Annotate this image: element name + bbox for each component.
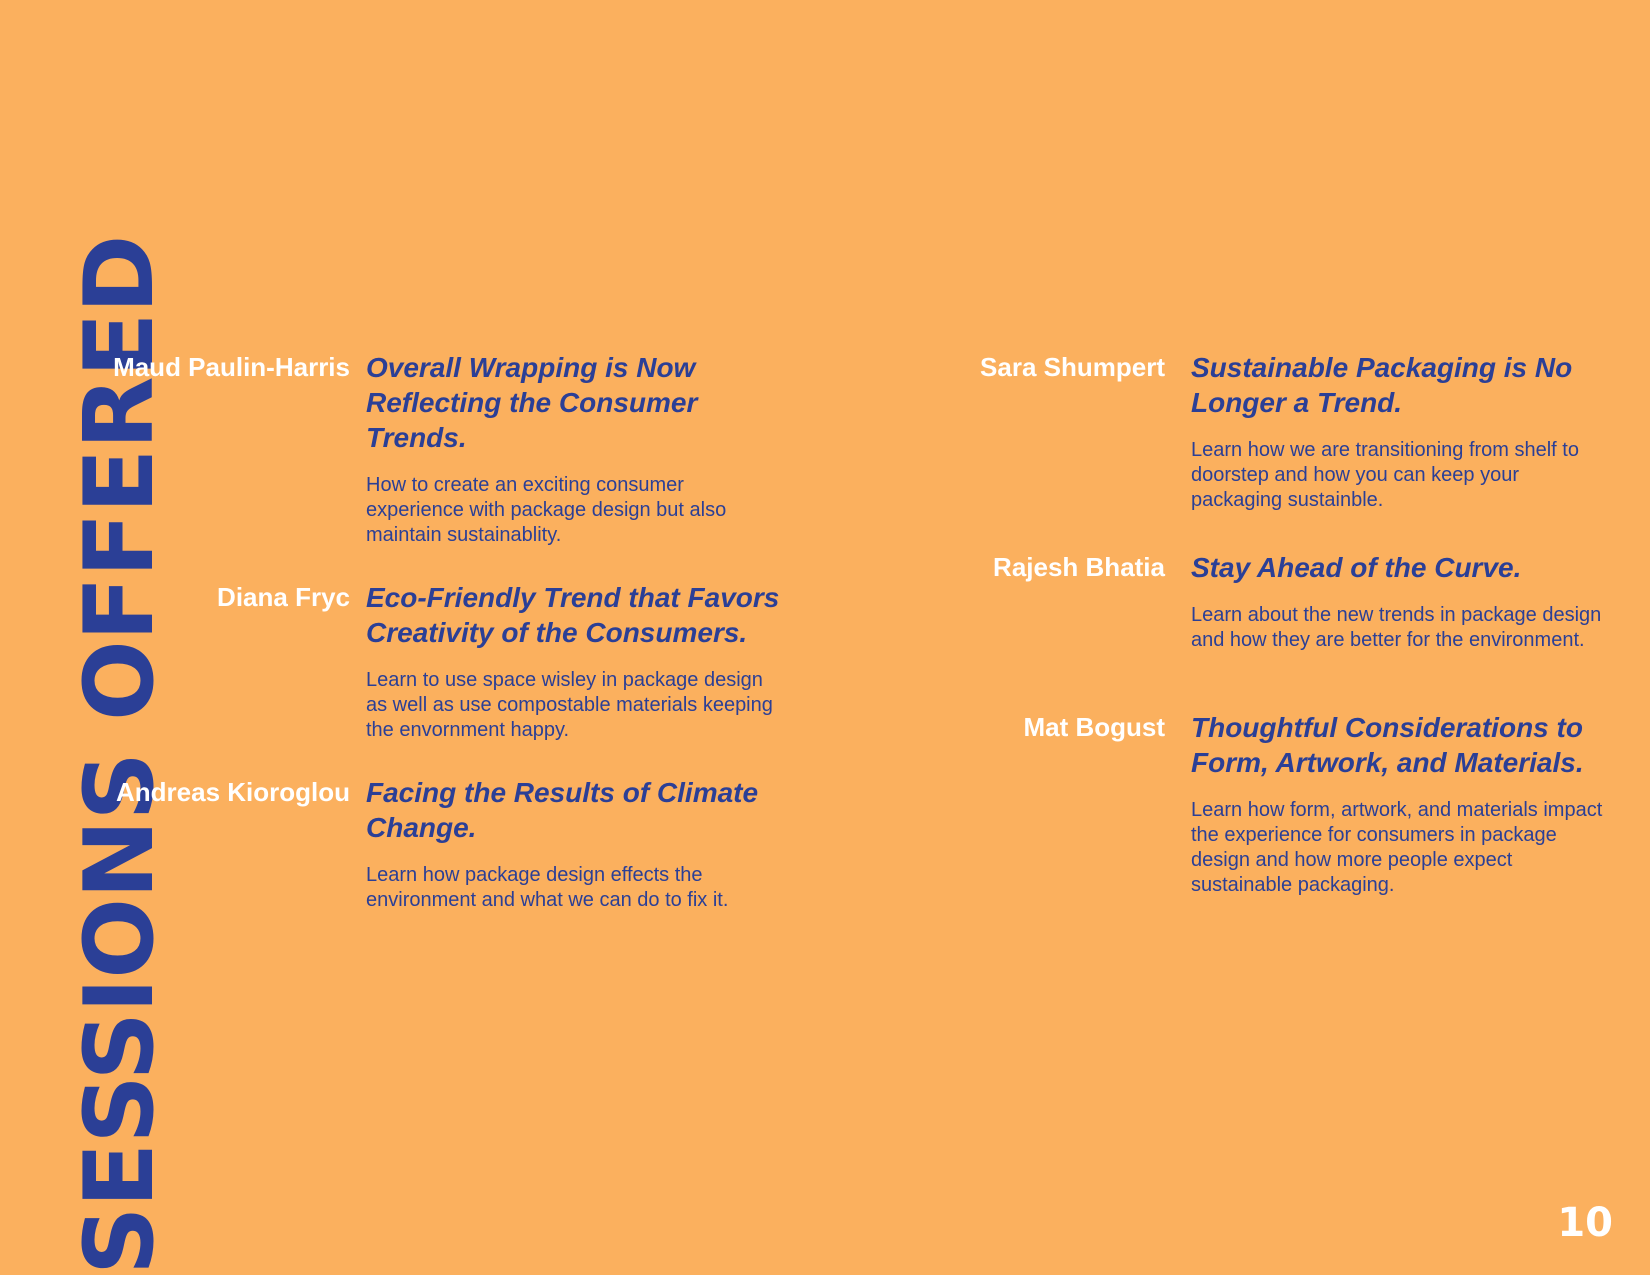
- session-info: [366, 350, 786, 548]
- session-description: Learn how we are transitioning from shelf to doorstep and how you can keep your packaging sustainble.: [1191, 439, 1579, 511]
- session-title: Thoughtful Considerations to Form, Artwork, and Materials.: [1191, 712, 1584, 778]
- session-description: Learn how form, artwork, and materials impact the experience for consumers in package design and how more people expect sustainable packaging.: [1191, 799, 1603, 896]
- session-description: Learn about the new trends in package design and how they are better for the environment.: [1191, 604, 1602, 651]
- session-info: [366, 775, 786, 913]
- session-title: Stay Ahead of the Curve.: [1191, 552, 1522, 583]
- session-info: [1191, 710, 1611, 898]
- speaker-name: Mat Bogust: [1023, 712, 1165, 742]
- session-info: [366, 580, 786, 743]
- speaker-name: Maud Paulin-Harris: [113, 352, 350, 382]
- speaker-name: Diana Fryc: [217, 582, 350, 612]
- speaker-name: Sara Shumpert: [980, 352, 1165, 382]
- session-title: Overall Wrapping is Now Reflecting the Consumer Trends.: [366, 352, 698, 453]
- session-description: Learn how package design effects the environment and what we can do to fix it.: [366, 864, 729, 911]
- session-title: Eco-Friendly Trend that Favors Creativity of the Consumers.: [366, 582, 780, 648]
- session-info: [1191, 550, 1611, 653]
- session-info: [1191, 350, 1611, 513]
- session-description: How to create an exciting consumer experience with package design but also maintain sustainablity.: [366, 474, 727, 546]
- session-title: Facing the Results of Climate Change.: [366, 777, 759, 843]
- session-description: Learn to use space wisley in package design as well as use compostable materials keeping the envornment happy.: [366, 669, 773, 741]
- page-title: SESSIONS OFFERED: [65, 235, 175, 1275]
- page-number: 10: [1557, 1200, 1613, 1246]
- session-title: Sustainable Packaging is No Longer a Trend.: [1191, 352, 1573, 418]
- speaker-name: Rajesh Bhatia: [993, 552, 1165, 582]
- speaker-name: Andreas Kioroglou: [115, 777, 350, 807]
